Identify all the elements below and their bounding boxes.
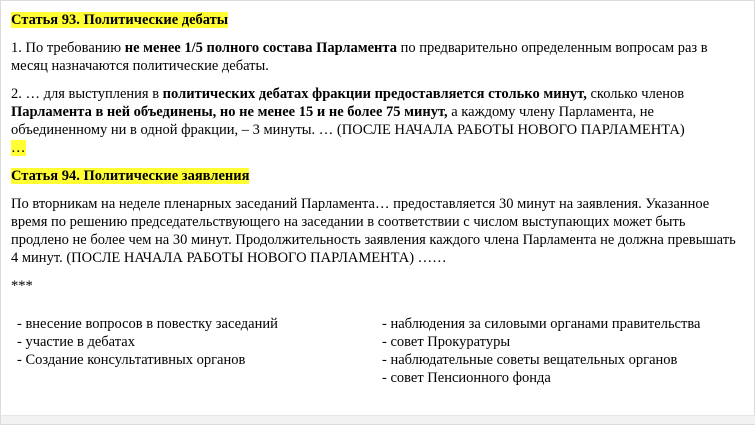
bottom-strip [1,415,755,424]
separator-stars: *** [11,278,33,294]
lists-container [11,315,743,395]
a93-p2-seg-2: сколько членов [586,86,685,102]
list-right [382,315,700,387]
article-94-heading-highlight: Статья 94. Политические заявления [11,168,250,184]
a93-p2-ellipsis-highlight: … [11,140,26,156]
a93-p2-seg-3: Парламента в ней объединены, но не менее 15 и не более 75 минут, [11,104,448,120]
article-93-heading-highlight: Статья 93. Политические дебаты [11,12,229,28]
list-right-item: - наблюдательные советы вещательных органов [382,352,678,368]
list-left-item: - внесение вопросов в повестку заседаний [17,316,278,332]
a93-p2-seg-4: а каждому члену Парламента, не объединенному ни в одной фракции, – 3 минуты. … (ПОСЛЕ НАЧАЛА РАБОТЫ НОВОГО ПАРЛАМЕНТА) [11,104,685,138]
a93-p1-seg-1: не менее 1/5 полного состава Парламента [124,40,397,56]
a93-p1-seg-0: 1. По требованию [11,40,125,56]
a93-p2-seg-1: политических дебатах фракции предоставляется столько минут, [162,86,587,102]
list-right-item: - совет Прокуратуры [382,334,511,350]
list-left-item: - участие в дебатах [17,334,135,350]
list-left [17,315,278,369]
list-left-item: - Создание консультативных органов [17,352,246,368]
list-right-item: - совет Пенсионного фонда [382,370,551,386]
article-93-heading [11,11,743,29]
article-94-heading [11,167,743,185]
a93-p2-seg-0: 2. … для выступления в [11,86,163,102]
list-right-item: - наблюдения за силовыми органами правительства [382,316,701,332]
article-94-paragraph-1: По вторникам на неделе пленарных заседаний Парламента… предоставляется 30 минут на заявления. Указанное время по решению председательствующего на заседании в соответствии с числом выступающих может быть продлено не более чем на 30 минут. Продолжительность заявления каждого члена Парламента не должна превышать 4 минут. (ПОСЛЕ НАЧАЛА РАБОТЫ НОВОГО ПАРЛАМЕНТА) …… [11,196,736,266]
a93-p1-seg-2: по предварительно определенным вопросам раз в месяц назначаются политические дебаты. [11,40,708,74]
article-93-paragraph-1 [11,39,743,75]
article-93-paragraph-2 [11,85,743,157]
document-content [11,11,743,395]
